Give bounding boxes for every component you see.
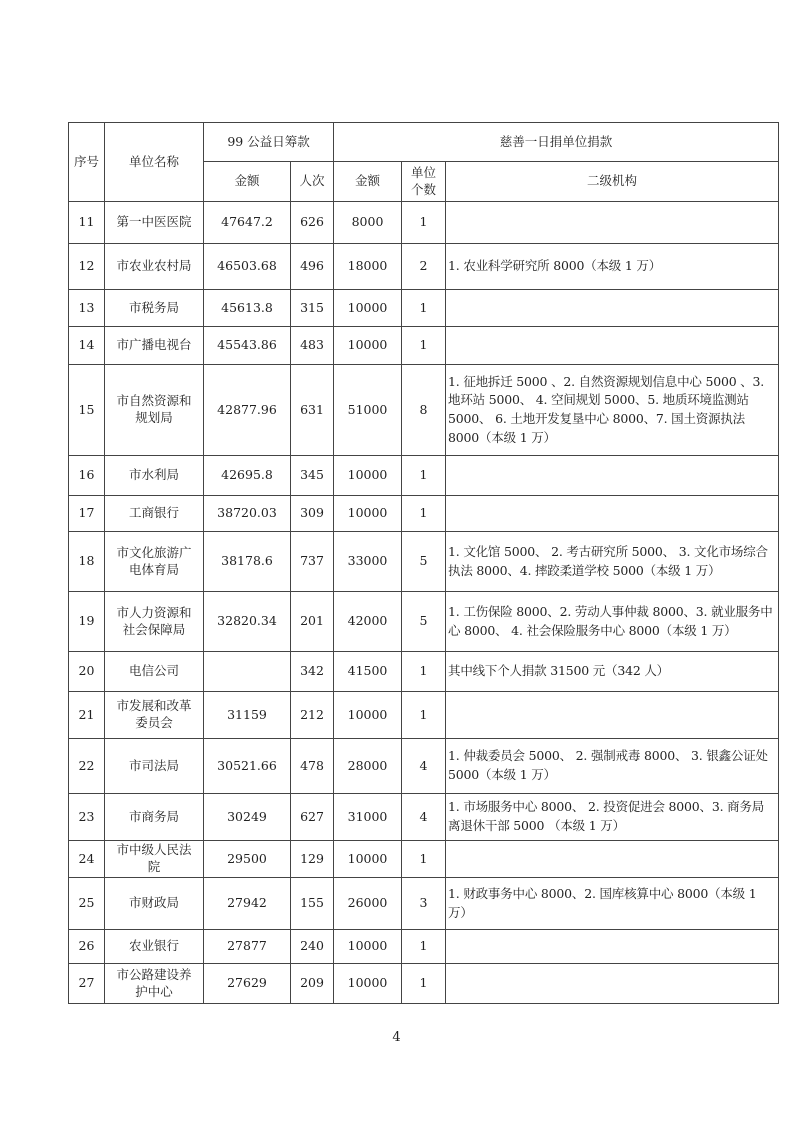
row-number: 26: [69, 930, 105, 964]
row-number: 19: [69, 592, 105, 652]
row-number: 11: [69, 202, 105, 244]
table-row: [69, 202, 779, 244]
header-count: 人次: [291, 162, 334, 202]
table-row: [69, 878, 779, 930]
table-row: [69, 244, 779, 290]
count-99: 309: [291, 496, 334, 532]
count-99: 478: [291, 739, 334, 794]
amount-charity: 33000: [334, 532, 402, 592]
sub-organizations: [446, 930, 779, 964]
sub-organizations: 1. 文化馆 5000、 2. 考古研究所 5000、 3. 文化市场综合执法 8000、4. 摔跤柔道学校 5000（本级 1 万）: [446, 532, 779, 592]
table-row: [69, 532, 779, 592]
amount-99: 45543.86: [204, 327, 291, 365]
unit-name: 工商银行: [105, 496, 204, 532]
header-amount2: 金额: [334, 162, 402, 202]
count-99: 483: [291, 327, 334, 365]
row-number: 22: [69, 739, 105, 794]
row-number: 27: [69, 964, 105, 1004]
unit-count: 1: [402, 202, 446, 244]
amount-charity: 10000: [334, 496, 402, 532]
count-99: 342: [291, 652, 334, 692]
unit-count: 1: [402, 692, 446, 739]
unit-name: 农业银行: [105, 930, 204, 964]
header-group-99: 99 公益日筹款: [204, 123, 334, 162]
count-99: 201: [291, 592, 334, 652]
count-99: 631: [291, 365, 334, 456]
row-number: 24: [69, 841, 105, 878]
amount-99: 27629: [204, 964, 291, 1004]
row-number: 14: [69, 327, 105, 365]
table-row: [69, 739, 779, 794]
unit-name: 市公路建设养护中心: [105, 964, 204, 1004]
unit-count: 8: [402, 365, 446, 456]
table-row: [69, 290, 779, 327]
unit-name: 第一中医医院: [105, 202, 204, 244]
amount-charity: 41500: [334, 652, 402, 692]
sub-organizations: [446, 202, 779, 244]
unit-count: 1: [402, 327, 446, 365]
unit-name: 市自然资源和规划局: [105, 365, 204, 456]
count-99: 129: [291, 841, 334, 878]
row-number: 21: [69, 692, 105, 739]
row-number: 25: [69, 878, 105, 930]
sub-organizations: [446, 841, 779, 878]
unit-name: 市文化旅游广电体育局: [105, 532, 204, 592]
row-number: 12: [69, 244, 105, 290]
amount-charity: 10000: [334, 327, 402, 365]
table-row: [69, 456, 779, 496]
amount-charity: 26000: [334, 878, 402, 930]
row-number: 15: [69, 365, 105, 456]
unit-name: 电信公司: [105, 652, 204, 692]
sub-organizations: 1. 征地拆迁 5000 、2. 自然资源规划信息中心 5000 、3. 地环站 5000、 4. 空间规划 5000、5. 地质环境监测站 5000、 6. 土地开发复垦中心 8000、7. 国土资源执法 8000（本级 1 万）: [446, 365, 779, 456]
unit-count: 3: [402, 878, 446, 930]
count-99: 627: [291, 794, 334, 841]
amount-99: 42877.96: [204, 365, 291, 456]
amount-99: 38720.03: [204, 496, 291, 532]
amount-99: 46503.68: [204, 244, 291, 290]
unit-name: 市财政局: [105, 878, 204, 930]
donation-table: [68, 122, 779, 1004]
amount-99: 29500: [204, 841, 291, 878]
unit-name: 市人力资源和社会保障局: [105, 592, 204, 652]
unit-count: 4: [402, 739, 446, 794]
count-99: 212: [291, 692, 334, 739]
unit-name: 市水利局: [105, 456, 204, 496]
header-group-charity: 慈善一日捐单位捐款: [334, 123, 779, 162]
sub-organizations: [446, 964, 779, 1004]
amount-charity: 10000: [334, 692, 402, 739]
amount-charity: 31000: [334, 794, 402, 841]
amount-99: 47647.2: [204, 202, 291, 244]
sub-organizations: 1. 工伤保险 8000、2. 劳动人事仲裁 8000、3. 就业服务中心 8000、 4. 社会保险服务中心 8000（本级 1 万）: [446, 592, 779, 652]
sub-organizations: [446, 692, 779, 739]
count-99: 496: [291, 244, 334, 290]
amount-99: 30521.66: [204, 739, 291, 794]
amount-99: 45613.8: [204, 290, 291, 327]
count-99: 209: [291, 964, 334, 1004]
sub-organizations: 其中线下个人捐款 31500 元（342 人）: [446, 652, 779, 692]
row-number: 20: [69, 652, 105, 692]
unit-count: 1: [402, 290, 446, 327]
sub-organizations: 1. 财政事务中心 8000、2. 国库核算中心 8000（本级 1 万）: [446, 878, 779, 930]
table-row: [69, 692, 779, 739]
header-units: 单位个数: [402, 162, 446, 202]
amount-charity: 10000: [334, 930, 402, 964]
unit-count: 1: [402, 930, 446, 964]
unit-count: 2: [402, 244, 446, 290]
header-amount: 金额: [204, 162, 291, 202]
header-seq: 序号: [69, 123, 105, 202]
count-99: 240: [291, 930, 334, 964]
header-sub: 二级机构: [446, 162, 779, 202]
table-row: [69, 652, 779, 692]
sub-organizations: [446, 456, 779, 496]
unit-count: 1: [402, 456, 446, 496]
table-row: [69, 327, 779, 365]
unit-name: 市税务局: [105, 290, 204, 327]
unit-count: 5: [402, 592, 446, 652]
amount-99: 42695.8: [204, 456, 291, 496]
amount-charity: 28000: [334, 739, 402, 794]
unit-name: 市农业农村局: [105, 244, 204, 290]
unit-count: 1: [402, 496, 446, 532]
count-99: 155: [291, 878, 334, 930]
sub-organizations: 1. 市场服务中心 8000、 2. 投资促进会 8000、3. 商务局离退休干部 5000 （本级 1 万）: [446, 794, 779, 841]
sub-organizations: 1. 仲裁委员会 5000、 2. 强制戒毒 8000、 3. 银鑫公证处 5000（本级 1 万）: [446, 739, 779, 794]
table-row: [69, 496, 779, 532]
count-99: 315: [291, 290, 334, 327]
table-row: [69, 964, 779, 1004]
page-number: 4: [392, 1030, 401, 1045]
amount-99: 31159: [204, 692, 291, 739]
amount-99: [204, 652, 291, 692]
count-99: 626: [291, 202, 334, 244]
count-99: 345: [291, 456, 334, 496]
amount-charity: 8000: [334, 202, 402, 244]
amount-99: 30249: [204, 794, 291, 841]
sub-organizations: [446, 290, 779, 327]
amount-99: 38178.6: [204, 532, 291, 592]
amount-charity: 10000: [334, 964, 402, 1004]
unit-count: 1: [402, 652, 446, 692]
sub-organizations: [446, 327, 779, 365]
unit-count: 4: [402, 794, 446, 841]
row-number: 17: [69, 496, 105, 532]
unit-name: 市司法局: [105, 739, 204, 794]
amount-charity: 10000: [334, 456, 402, 496]
amount-99: 27877: [204, 930, 291, 964]
header-unit: 单位名称: [105, 123, 204, 202]
row-number: 23: [69, 794, 105, 841]
amount-charity: 18000: [334, 244, 402, 290]
amount-99: 27942: [204, 878, 291, 930]
amount-charity: 42000: [334, 592, 402, 652]
count-99: 737: [291, 532, 334, 592]
amount-charity: 51000: [334, 365, 402, 456]
table-row: [69, 592, 779, 652]
unit-name: 市商务局: [105, 794, 204, 841]
table-row: [69, 930, 779, 964]
sub-organizations: 1. 农业科学研究所 8000（本级 1 万）: [446, 244, 779, 290]
unit-count: 1: [402, 841, 446, 878]
amount-99: 32820.34: [204, 592, 291, 652]
sub-organizations: [446, 496, 779, 532]
unit-count: 5: [402, 532, 446, 592]
unit-name: 市发展和改革委员会: [105, 692, 204, 739]
table-row: [69, 841, 779, 878]
table-row: [69, 365, 779, 456]
unit-count: 1: [402, 964, 446, 1004]
amount-charity: 10000: [334, 841, 402, 878]
amount-charity: 10000: [334, 290, 402, 327]
unit-name: 市广播电视台: [105, 327, 204, 365]
row-number: 16: [69, 456, 105, 496]
unit-name: 市中级人民法院: [105, 841, 204, 878]
row-number: 13: [69, 290, 105, 327]
table-row: [69, 794, 779, 841]
row-number: 18: [69, 532, 105, 592]
